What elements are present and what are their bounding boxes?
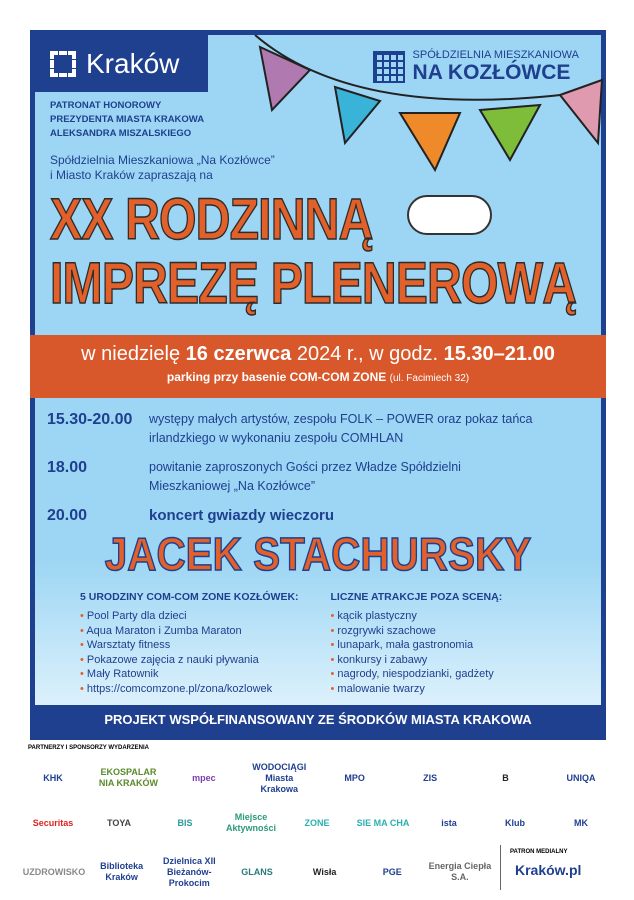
date-band <box>30 335 606 398</box>
list-item-link[interactable]: • https://comcomzone.pl/zona/kozlowek <box>80 682 331 697</box>
date-pre: w niedzielę <box>81 343 186 365</box>
divider <box>500 845 501 890</box>
funding-note: PROJEKT WSPÓŁFINANSOWANY ZE ŚRODKÓW MIASTA KRAKOWA <box>35 705 601 735</box>
sponsor-logo: Klub <box>505 817 525 828</box>
date-day: 16 czerwca <box>185 343 292 365</box>
patronage <box>50 99 204 141</box>
col-birthday <box>80 591 331 696</box>
patronage-line: PREZYDENTA MIASTA KRAKOWA <box>50 114 205 125</box>
date-year: 2024 r., w godz. <box>291 343 444 365</box>
list-item: • konkursy i zabawy <box>331 653 582 668</box>
sponsor-logo: PGE <box>382 866 402 877</box>
sponsor-logo: Biblioteka Kraków <box>100 861 144 882</box>
program-time: 20.00 <box>47 507 88 524</box>
patronage-line: ALEKSANDRA MISZALSKIEGO <box>50 128 192 139</box>
list-item: • Aqua Maraton i Zumba Maraton <box>80 624 331 639</box>
col-attractions <box>331 591 582 696</box>
event-title-line2: IMPREZĘ PLENEROWĄ <box>50 251 577 316</box>
program <box>47 410 591 535</box>
col-title: 5 URODZINY COM-COM ZONE KOZŁÓWEK: <box>80 591 299 603</box>
program-row <box>47 410 591 448</box>
sponsor-logo: UNIQA <box>566 772 596 783</box>
venue-address: (ul. Facimiech 32) <box>389 373 470 384</box>
sponsor-logo: mpec <box>192 772 216 783</box>
sponsor-logo: Wisła <box>312 866 337 877</box>
coop-logo <box>373 49 579 85</box>
sponsor-logo: TOYA <box>106 817 131 828</box>
building-icon <box>373 51 405 83</box>
sponsor-logo: GLANS <box>241 866 273 877</box>
invite-line: Spółdzielnia Mieszkaniowa „Na Kozłówce” <box>50 153 275 167</box>
krakow-logo-text: Kraków <box>86 47 180 79</box>
sponsor-logo: KHK <box>43 772 63 783</box>
list-item: • malowanie twarzy <box>331 682 582 697</box>
program-desc: powitanie zaproszonych Gości przez Władze Spółdzielni Mieszkaniowej „Na Kozłówce” <box>149 460 461 493</box>
program-desc: występy małych artystów, zespołu FOLK – POWER oraz pokaz tańca irlandzkiego w wykonaniu zespołu COMHLAN <box>149 412 533 445</box>
krakow-logo-icon <box>50 51 76 77</box>
sponsor-logos-row <box>22 802 612 844</box>
list-item: • rozgrywki szachowe <box>331 624 582 639</box>
sponsor-logo: SIE MA CHA <box>356 817 410 828</box>
list-item: • Mały Ratownik <box>80 667 331 682</box>
program-time: 18.00 <box>47 459 88 476</box>
invitation <box>50 153 275 183</box>
sponsor-logo: ZIS <box>423 772 438 783</box>
list-item: • nagrody, niespodzianki, gadżety <box>331 667 582 682</box>
sponsor-logo: BIS <box>177 817 193 828</box>
sponsor-logo: ZONE <box>304 817 330 828</box>
list-item: • Pool Party dla dzieci <box>80 609 331 624</box>
headliner: JACEK STACHURSKY <box>104 528 532 580</box>
sponsor-logo: Securitas <box>32 817 74 828</box>
sponsor-logo: UZDROWISKO <box>22 866 86 877</box>
sponsor-logo: EKOSPALARNIA KRAKÓW <box>98 767 158 788</box>
list-item: • Pokazowe zajęcia z nauki pływania <box>80 653 331 668</box>
sponsors-label: PARTNERZY I SPONSORZY WYDARZENIA <box>28 745 150 751</box>
venue: parking przy basenie COM-COM ZONE <box>166 370 387 384</box>
patronage-line: PATRONAT HONOROWY <box>50 100 162 111</box>
media-patron-logo: Kraków.pl <box>515 862 582 878</box>
program-time: 15.30-20.00 <box>47 411 133 428</box>
list-item: • lunapark, mała gastronomia <box>331 638 582 653</box>
sponsor-logo: ista <box>441 817 457 828</box>
invite-line: i Miasto Kraków zapraszają na <box>50 168 213 182</box>
coop-line2: NA KOZŁÓWCE <box>412 61 571 84</box>
date-hours: 15.30–21.00 <box>443 343 555 365</box>
list-item: • Warsztaty fitness <box>80 638 331 653</box>
program-row <box>47 458 591 496</box>
sponsor-logo: Energia Ciepła S.A. <box>428 861 492 882</box>
program-desc: koncert gwiazdy wieczoru <box>149 507 335 524</box>
sponsor-logos-row <box>22 848 492 896</box>
cloud-icon <box>407 195 492 235</box>
sponsor-logo: Miejsce Aktywności <box>225 812 276 833</box>
sponsor-logo: MPO <box>344 772 365 783</box>
col-title: LICZNE ATRAKCJE POZA SCENĄ: <box>330 591 503 603</box>
media-patron-label: PATRON MEDIALNY <box>510 849 568 855</box>
sponsor-logo: B <box>502 772 509 783</box>
sponsor-logos-row <box>22 756 612 800</box>
list-item: • kącik plastyczny <box>331 609 582 624</box>
program-row <box>47 506 591 525</box>
sponsor-logo: Dzielnica XII Bieżanów-Prokocim <box>163 855 216 888</box>
krakow-logo <box>35 35 208 92</box>
sponsor-logo: WODOCIĄGI Miasta Krakowa <box>252 761 307 794</box>
event-title-line1: XX RODZINNĄ <box>50 187 373 252</box>
coop-line1: SPÓŁDZIELNIA MIESZKANIOWA <box>412 49 579 61</box>
sponsor-logo: MK <box>574 817 588 828</box>
poster <box>30 30 606 740</box>
